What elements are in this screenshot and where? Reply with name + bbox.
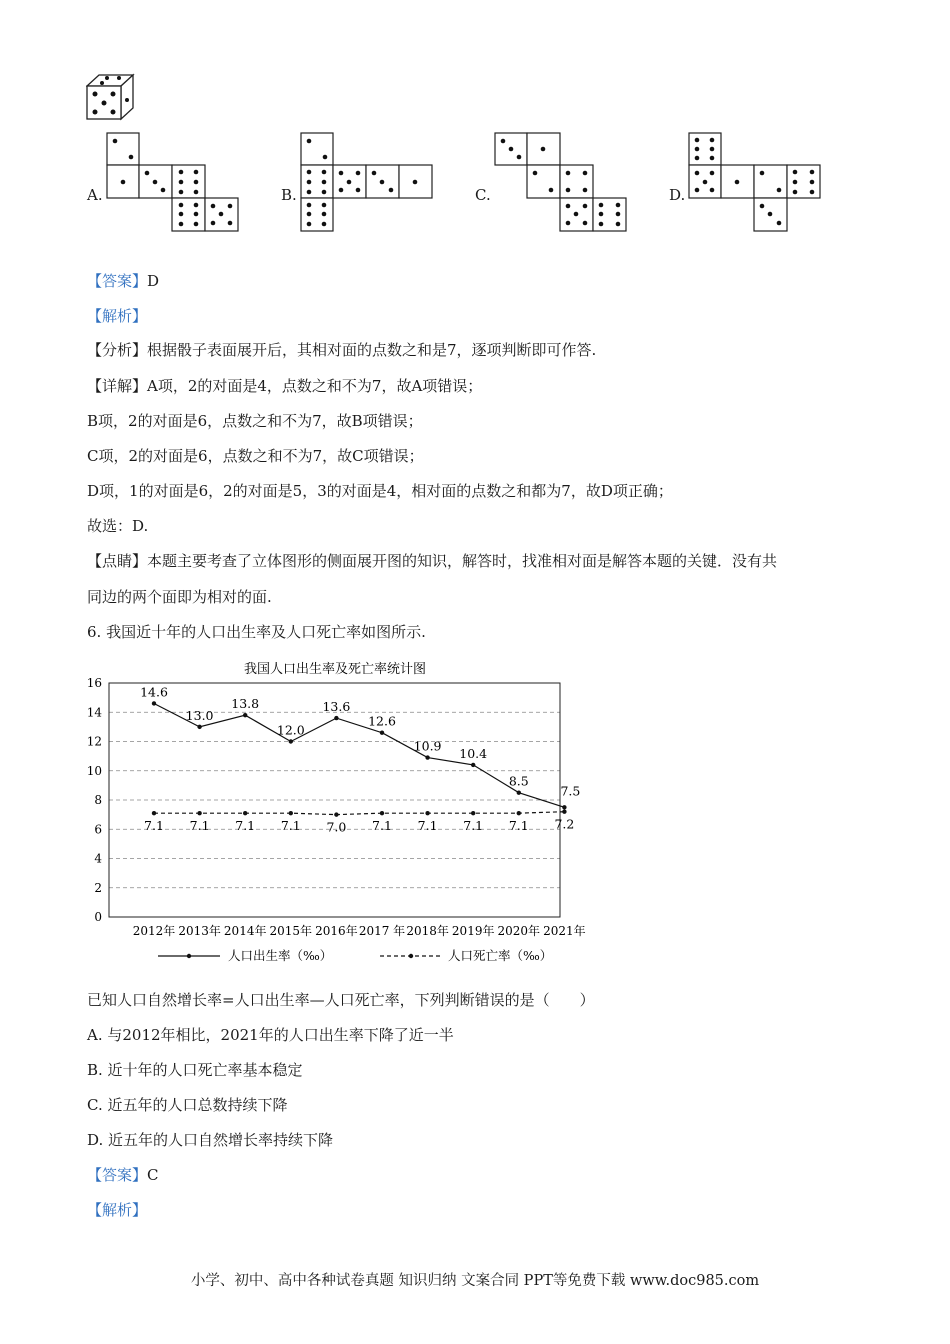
birth-rate-point bbox=[471, 763, 475, 767]
birth-rate-point bbox=[289, 739, 293, 743]
analysis5-c: C项，2的对面是6，点数之和不为7，故C项错误； bbox=[87, 447, 424, 465]
answer5-line bbox=[87, 271, 159, 291]
option-b-label: B. bbox=[281, 186, 297, 204]
x-tick-label: 2018年 bbox=[406, 924, 449, 938]
option-a-label: A. bbox=[87, 186, 103, 204]
y-tick-label: 2 bbox=[94, 880, 102, 895]
y-tick-label: 4 bbox=[94, 851, 102, 866]
birth-rate-label: 14.6 bbox=[140, 684, 168, 700]
y-tick-label: 8 bbox=[94, 793, 102, 807]
death-rate-point bbox=[197, 811, 201, 815]
analysis5-dianjing-2: 同边的两个面即为相对的面. bbox=[87, 588, 272, 606]
y-tick-label: 10 bbox=[86, 763, 102, 778]
answer6-line bbox=[87, 1165, 159, 1185]
legend-birth-label: 人口出生率（‰） bbox=[228, 948, 333, 963]
answer6-value: C bbox=[147, 1166, 159, 1184]
death-rate-point bbox=[380, 811, 384, 815]
death-rate-point bbox=[562, 810, 566, 814]
option-c-label: C. bbox=[475, 186, 491, 204]
death-rate-label: 7.0 bbox=[326, 819, 347, 835]
death-rate-label: 7.1 bbox=[235, 818, 256, 834]
birth-rate-point bbox=[425, 755, 429, 759]
analysis5-conclusion: 故选：D. bbox=[87, 517, 149, 535]
death-rate-point bbox=[289, 811, 293, 815]
dice-net-a bbox=[106, 132, 240, 232]
death-rate-label: 7.1 bbox=[463, 818, 484, 834]
death-rate-point bbox=[334, 812, 338, 816]
death-rate-line bbox=[154, 812, 564, 815]
death-rate-label: 7.1 bbox=[144, 818, 164, 834]
birth-rate-label: 12.0 bbox=[276, 722, 305, 738]
q6-stem: 6. 我国近十年的人口出生率及人口死亡率如图所示. bbox=[87, 623, 426, 641]
answer5-tag: 【答案】 bbox=[87, 272, 148, 290]
y-tick-label: 6 bbox=[94, 822, 102, 837]
y-tick-label: 12 bbox=[86, 734, 102, 749]
death-rate-label: 7.1 bbox=[280, 818, 301, 834]
x-tick-label: 2012年 bbox=[132, 924, 176, 938]
death-rate-label: 7.1 bbox=[372, 818, 392, 834]
dice-net-c bbox=[494, 132, 628, 232]
birth-rate-label: 7.5 bbox=[560, 783, 581, 799]
x-tick-label: 2017 年 bbox=[358, 924, 406, 938]
x-tick-label: 2019年 bbox=[451, 924, 495, 938]
q6-option-a: A. 与2012年相比，2021年的人口出生率下降了近一半 bbox=[87, 1026, 454, 1044]
birth-rate-label: 10.9 bbox=[413, 738, 442, 754]
analysis5-xiangjie: 【详解】A项，2的对面是4，点数之和不为7，故A项错误； bbox=[87, 377, 483, 395]
population-rate-chart bbox=[80, 655, 600, 975]
legend-death-marker bbox=[409, 954, 413, 958]
x-tick-label: 2014年 bbox=[223, 924, 267, 938]
birth-rate-point bbox=[562, 805, 566, 809]
x-tick-label: 2020年 bbox=[497, 924, 541, 938]
answer5-value: D bbox=[147, 272, 160, 290]
death-rate-point bbox=[243, 811, 247, 815]
birth-rate-point bbox=[334, 716, 338, 720]
death-rate-label: 7.1 bbox=[508, 818, 529, 834]
birth-rate-label: 8.5 bbox=[508, 773, 529, 789]
birth-rate-label: 10.4 bbox=[459, 745, 488, 761]
birth-rate-point bbox=[152, 701, 156, 705]
birth-rate-line bbox=[154, 703, 564, 807]
option-d-label: D. bbox=[669, 186, 686, 204]
q6-option-b: B. 近十年的人口死亡率基本稳定 bbox=[87, 1061, 303, 1079]
birth-rate-label: 13.8 bbox=[231, 696, 260, 712]
birth-rate-point bbox=[517, 790, 521, 794]
death-rate-label: 7.1 bbox=[189, 818, 210, 834]
chart-title: 我国人口出生率及死亡率统计图 bbox=[243, 662, 427, 677]
analysis6-tag: 【解析】 bbox=[87, 1201, 148, 1219]
y-tick-label: 0 bbox=[94, 910, 102, 924]
analysis5-dianjing-1: 【点睛】本题主要考查了立体图形的侧面展开图的知识，解答时，找准相对面是解答本题的关键．没有共 bbox=[87, 552, 778, 570]
birth-rate-point bbox=[197, 725, 201, 729]
birth-rate-label: 12.6 bbox=[368, 713, 396, 729]
x-tick-label: 2016年 bbox=[315, 924, 358, 938]
birth-rate-label: 13.6 bbox=[322, 699, 351, 715]
birth-rate-point bbox=[243, 713, 247, 717]
q6-option-d: D. 近五年的人口自然增长率持续下降 bbox=[87, 1131, 334, 1149]
birth-rate-label: 13.0 bbox=[185, 707, 214, 723]
death-rate-point bbox=[425, 811, 429, 815]
analysis5-b: B项，2的对面是6，点数之和不为7，故B项错误； bbox=[87, 412, 423, 430]
q6-condition: 已知人口自然增长率=人口出生率—人口死亡率，下列判断错误的是（ ） bbox=[87, 991, 595, 1009]
death-rate-point bbox=[152, 811, 156, 815]
death-rate-label: 7.2 bbox=[554, 816, 575, 832]
answer6-tag: 【答案】 bbox=[87, 1166, 148, 1184]
y-tick-label: 16 bbox=[86, 676, 102, 690]
analysis5-d: D项，1的对面是6，2的对面是5，3的对面是4，相对面的点数之和都为7，故D项正确； bbox=[87, 482, 673, 500]
y-tick-label: 14 bbox=[86, 705, 102, 720]
page-footer: 小学、初中、高中各种试卷真题 知识归纳 文案合同 PPT等免费下载 www.doc985.com bbox=[190, 1273, 760, 1289]
analysis5-tag: 【解析】 bbox=[87, 307, 148, 325]
birth-rate-point bbox=[380, 731, 384, 735]
dice-cube-figure bbox=[86, 73, 138, 121]
death-rate-point bbox=[517, 811, 521, 815]
x-tick-label: 2013年 bbox=[178, 924, 221, 938]
analysis5-fenxi: 【分析】根据骰子表面展开后，其相对面的点数之和是7，逐项判断即可作答. bbox=[87, 341, 597, 359]
death-rate-label: 7.1 bbox=[417, 818, 438, 834]
q6-option-c: C. 近五年的人口总数持续下降 bbox=[87, 1096, 288, 1114]
x-tick-label: 2021年 bbox=[543, 924, 586, 938]
x-tick-label: 2015年 bbox=[269, 924, 313, 938]
legend-birth-marker bbox=[187, 954, 191, 958]
legend-death-label: 人口死亡率（‰） bbox=[448, 948, 553, 963]
death-rate-point bbox=[471, 811, 475, 815]
dice-net-b bbox=[300, 132, 434, 232]
dice-net-d bbox=[688, 132, 822, 232]
